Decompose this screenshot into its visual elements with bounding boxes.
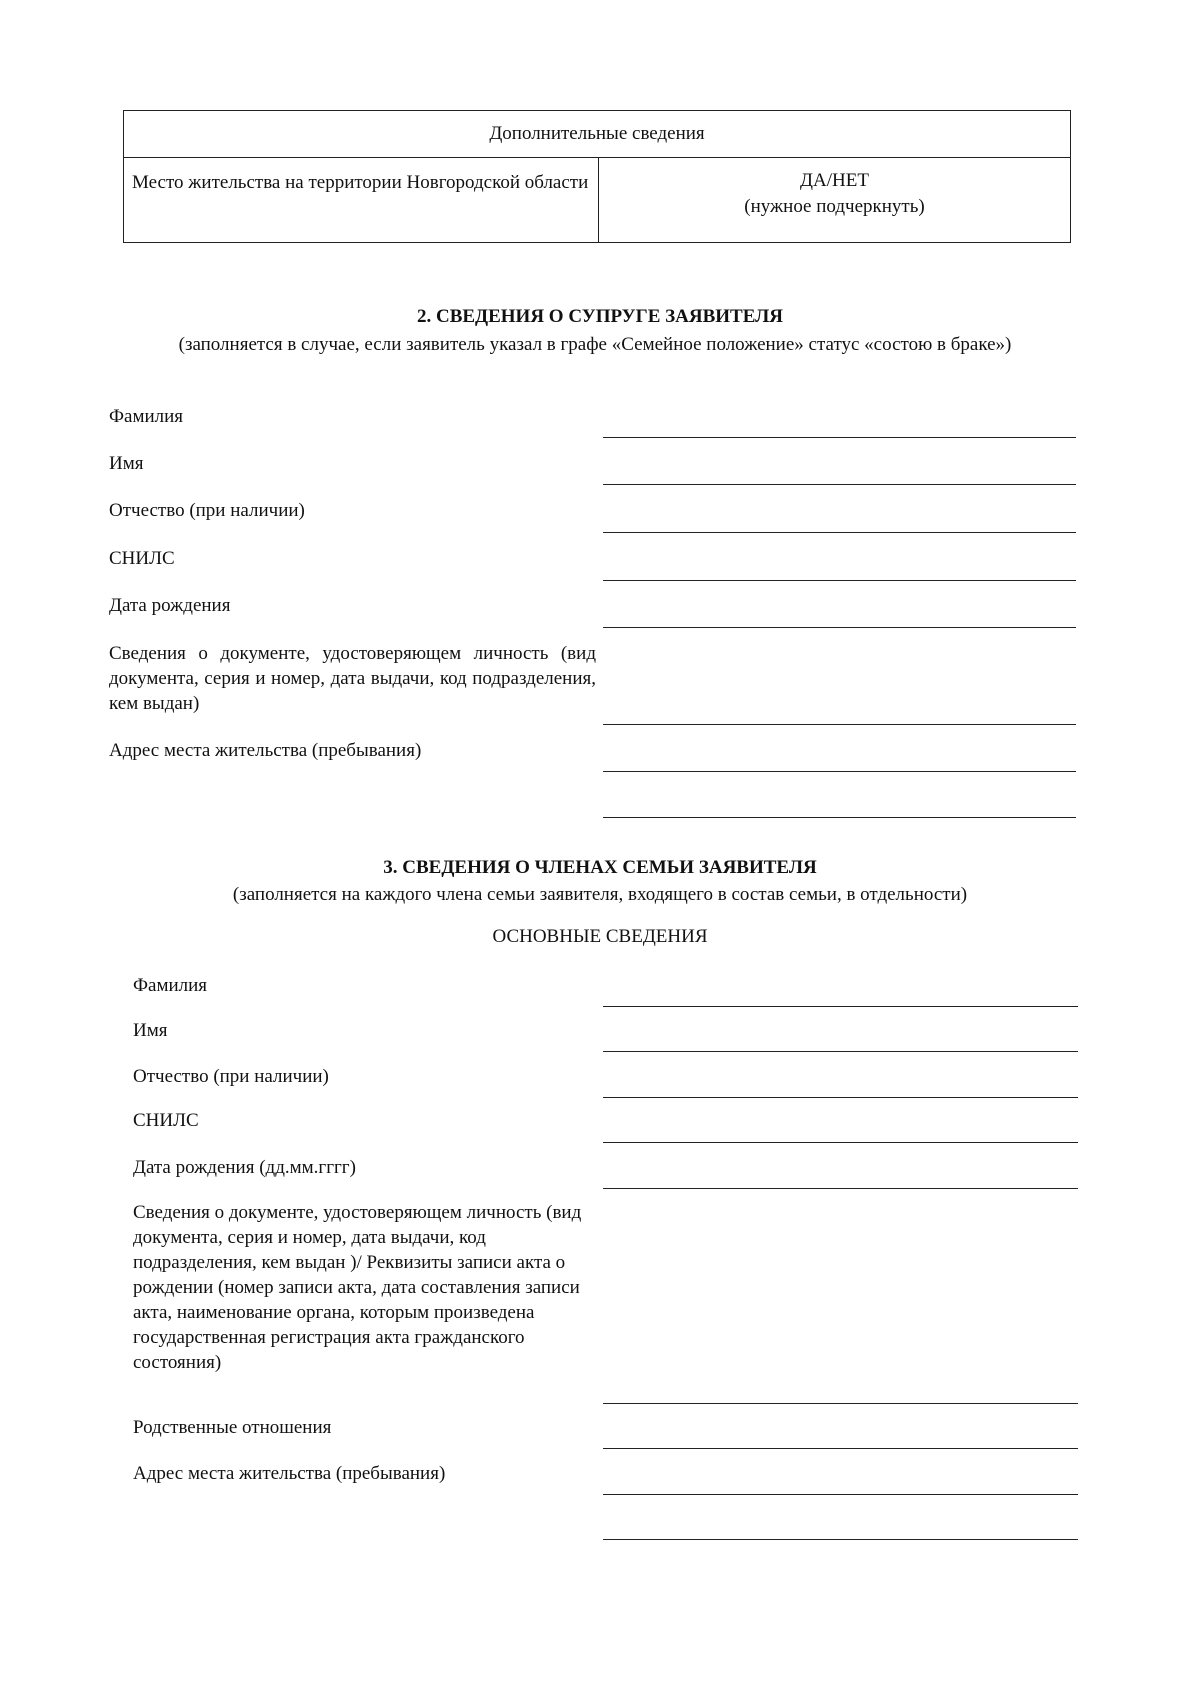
section2-title: 2. СВЕДЕНИЯ О СУПРУГЕ ЗАЯВИТЕЛЯ bbox=[416, 306, 784, 327]
s3-relationship-input[interactable] bbox=[603, 1448, 1078, 1449]
s3-surname-label: Фамилия bbox=[133, 975, 208, 996]
residence-label: Место жительства на территории Новгородской области bbox=[124, 158, 599, 243]
s3-address-input-2[interactable] bbox=[603, 1539, 1078, 1540]
s3-birthdate-input[interactable] bbox=[603, 1188, 1078, 1189]
s2-surname-label: Фамилия bbox=[109, 406, 184, 427]
s3-name-input[interactable] bbox=[603, 1051, 1078, 1052]
s3-birthdate-label: Дата рождения (дд.мм.гггг) bbox=[133, 1157, 356, 1178]
s2-name-input[interactable] bbox=[603, 484, 1076, 485]
s3-patronymic-input[interactable] bbox=[603, 1097, 1078, 1098]
s2-address-input-1[interactable] bbox=[603, 771, 1076, 772]
residence-hint: (нужное подчеркнуть) bbox=[744, 196, 925, 217]
section3-subtitle: ОСНОВНЫЕ СВЕДЕНИЯ bbox=[492, 926, 708, 947]
residence-value-cell[interactable] bbox=[599, 158, 1071, 243]
section2-note: (заполняется в случае, если заявитель указал в графе «Семейное положение» статус «состою в браке») bbox=[178, 334, 1012, 355]
s2-address-input-2[interactable] bbox=[603, 817, 1076, 818]
s3-address-input-1[interactable] bbox=[603, 1494, 1078, 1495]
s3-surname-input[interactable] bbox=[603, 1006, 1078, 1007]
additional-info-table bbox=[123, 110, 1071, 243]
s2-patronymic-label: Отчество (при наличии) bbox=[109, 500, 305, 521]
s2-id-document-label: Сведения о документе, удостоверяющем личность (вид документа, серия и номер, дата выдачи, код подразделения, кем выдан) bbox=[109, 643, 596, 714]
s2-birthdate-label: Дата рождения bbox=[109, 595, 231, 616]
s3-address-label: Адрес места жительства (пребывания) bbox=[133, 1463, 446, 1484]
additional-info-header: Дополнительные сведения bbox=[124, 111, 1071, 158]
s3-relationship-label: Родственные отношения bbox=[133, 1417, 332, 1438]
s2-birthdate-input[interactable] bbox=[603, 627, 1076, 628]
s2-name-label: Имя bbox=[109, 453, 144, 474]
s2-id-document-input[interactable] bbox=[603, 724, 1076, 725]
s3-patronymic-label: Отчество (при наличии) bbox=[133, 1066, 329, 1087]
s3-snils-label: СНИЛС bbox=[133, 1110, 199, 1131]
s2-address-label: Адрес места жительства (пребывания) bbox=[109, 740, 422, 761]
s2-patronymic-input[interactable] bbox=[603, 532, 1076, 533]
section3-note: (заполняется на каждого члена семьи заявителя, входящего в состав семьи, в отдельности) bbox=[232, 884, 968, 905]
section3-title: 3. СВЕДЕНИЯ О ЧЛЕНАХ СЕМЬИ ЗАЯВИТЕЛЯ bbox=[383, 857, 817, 878]
s2-snils-label: СНИЛС bbox=[109, 548, 175, 569]
s3-snils-input[interactable] bbox=[603, 1142, 1078, 1143]
s3-id-document-label: Сведения о документе, удостоверяющем личность (вид документа, серия и номер, дата выдачи, код подразделения, кем выдан )/ Реквизиты записи акта о рождении (номер записи акта, дата составления записи акта, наименование органа, которым произведена государственная регистрация акта гражданского состояния) bbox=[133, 1202, 582, 1373]
s2-snils-input[interactable] bbox=[603, 580, 1076, 581]
s2-surname-input[interactable] bbox=[603, 437, 1076, 438]
s3-name-label: Имя bbox=[133, 1020, 168, 1041]
residence-yes-no: ДА/НЕТ bbox=[800, 170, 869, 191]
s3-id-document-input[interactable] bbox=[603, 1403, 1078, 1404]
